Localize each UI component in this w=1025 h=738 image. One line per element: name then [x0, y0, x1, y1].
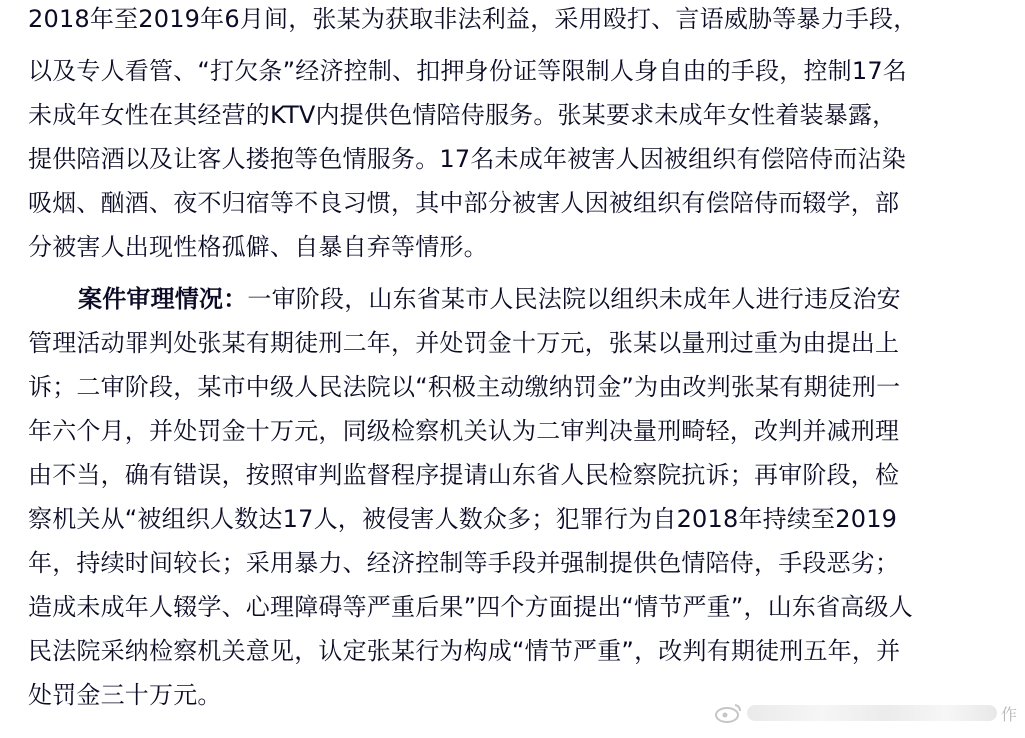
text-line: 提供陪酒以及让客人搂抱等色情服务。17名未成年被害人因被组织有偿陪侍而沾染 — [28, 145, 906, 173]
watermark — [713, 698, 1017, 728]
watermark-blurred-text — [747, 705, 997, 721]
text-line: 未成年女性在其经营的KTV内提供色情陪侍服务。张某要求未成年女性着装暴露， — [28, 101, 897, 129]
text-line: 造成未成年人辍学、心理障碍等严重后果”四个方面提出“情节严重”，山东省高级人 — [28, 593, 913, 621]
text-line: 一审阶段，山东省某市人民法院以组织未成年人进行违反治安 — [247, 285, 901, 313]
watermark-char: 作 — [1000, 704, 1017, 724]
text-line: 管理活动罪判处张某有期徒刑二年，并处罚金十万元，张某以量刑过重为由提出上 — [28, 329, 900, 357]
text-line: 吸烟、酗酒、夜不归宿等不良习惯，其中部分被害人因被组织有偿陪侍而辍学，部 — [28, 189, 900, 217]
text-line: 察机关从“被组织人数达17人，被侵害人数众多；犯罪行为自2018年持续至2019 — [28, 505, 898, 533]
text-line: 2018年至2019年6月间，张某为获取非法利益，采用殴打、言语威胁等暴力手段， — [28, 5, 918, 33]
text-line: 分被害人出现性格孤僻、自暴自弃等情形。 — [28, 233, 488, 261]
paragraph-first-line — [78, 282, 901, 316]
text-line: 年六个月，并处罚金十万元，同级检察机关认为二审判决量刑畸轻，改判并减刑理 — [28, 417, 900, 445]
text-line: 以及专人看管、“打欠条”经济控制、扣押身份证等限制人身自由的手段，控制17名 — [28, 57, 908, 85]
text-line: 由不当，确有错误，按照审判监督程序提请山东省人民检察院抗诉；再审阶段，检 — [28, 461, 900, 489]
text-line: 诉；二审阶段，某市中级人民法院以“积极主动缴纳罚金”为由改判张某有期徒刑一 — [28, 373, 901, 401]
weibo-logo-icon — [713, 702, 743, 724]
section-heading: 案件审理情况： — [78, 285, 248, 313]
text-line: 民法院采纳检察机关意见，认定张某行为构成“情节严重”，改判有期徒刑五年，并 — [28, 637, 901, 665]
text-line: 处罚金三十万元。 — [28, 681, 222, 709]
text-line: 年，持续时间较长；采用暴力、经济控制等手段并强制提供色情陪侍，手段恶劣； — [28, 549, 900, 577]
